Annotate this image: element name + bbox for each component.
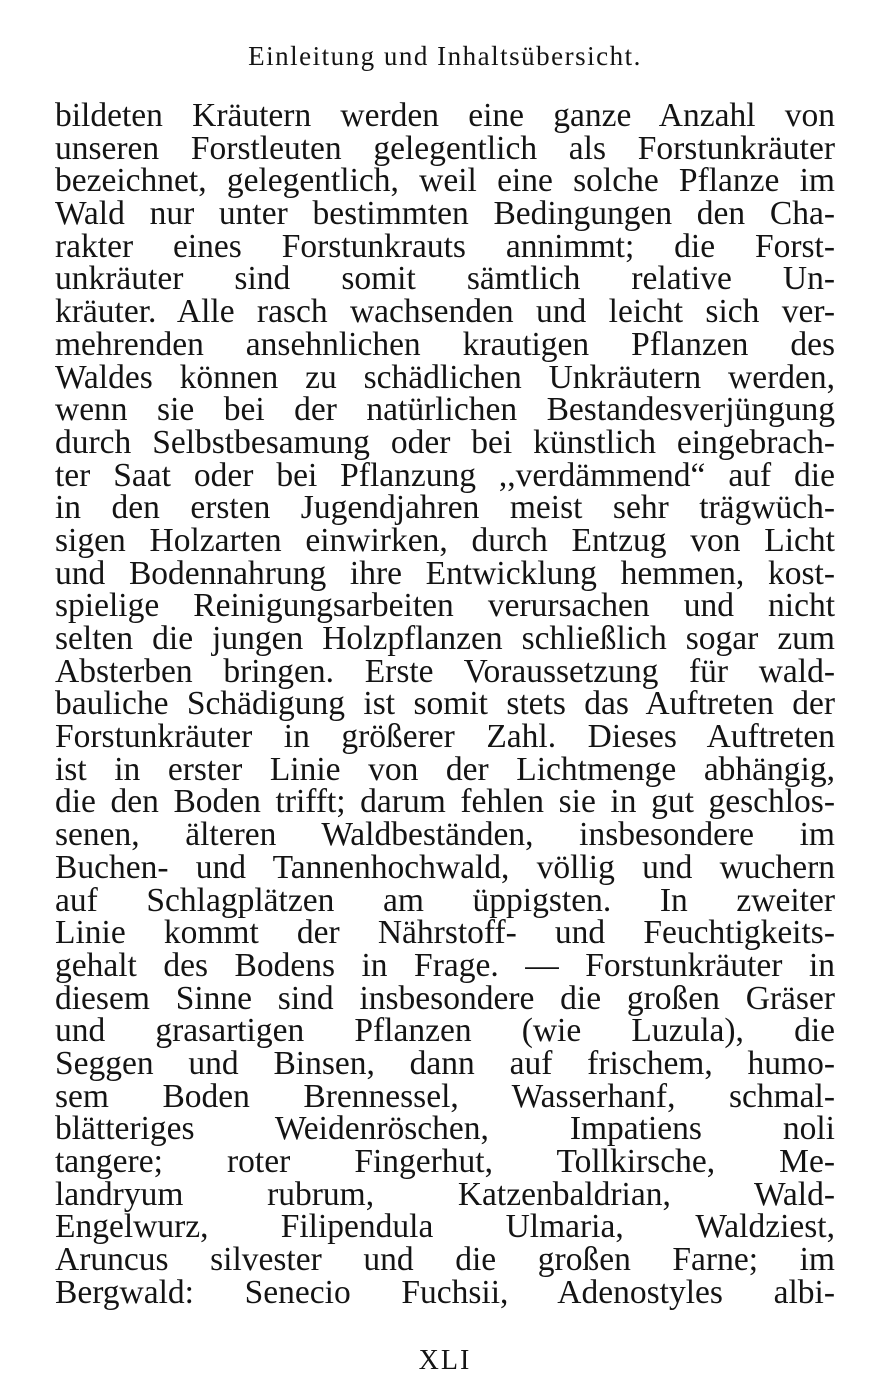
running-head: Einleitung und Inhaltsübersicht. [248,41,642,71]
text-line: Bergwald: Senecio Fuchsii, Adenostyles albi- [55,1273,835,1311]
text-line: selten die jungen Holzpflanzen schließlich sogar zum [55,620,835,657]
text-line: sigen Holzarten einwirken, durch Entzug von Licht [55,521,835,559]
text-line: unseren Forstleuten gelegentlich als Forstunkräuter [55,129,835,167]
text-line: die den Boden trifft; darum fehlen sie in gut geschlos- [55,783,835,821]
text-line: senen, älteren Waldbeständen, insbesondere im [55,816,835,854]
text-line: durch Selbstbesamung oder bei künstlich eingebrach- [55,423,835,461]
text-line: unkräuter sind somit sämtlich relative Un- [55,260,835,298]
text-line: Buchen- und Tannenhochwald, völlig und wuchern [55,848,835,886]
text-line: bildeten Kräutern werden eine ganze Anzahl von [55,97,835,134]
text-line: Engelwurz, Filipendula Ulmaria, Waldziest, [55,1208,835,1246]
page-number: XLI [418,1345,472,1376]
text-line: wenn sie bei der natürlichen Bestandesverjüngung [55,391,835,429]
text-line: Waldes können zu schädlichen Unkräutern werden, [55,358,835,396]
text-line: landryum rubrum, Katzenbaldrian, Wald- [55,1175,835,1213]
text-line: Wald nur unter bestimmten Bedingungen den Cha- [55,195,835,233]
text-line: mehrenden ansehnlichen krautigen Pflanzen des [55,325,835,363]
text-line: ist in erster Linie von der Lichtmenge abhängig, [55,750,835,788]
text-line: Absterben bringen. Erste Voraussetzung für wald- [55,652,835,690]
text-line: diesem Sinne sind insbesondere die großen Gräser [55,979,835,1017]
text-line: und Bodennahrung ihre Entwicklung hemmen, kost- [55,554,835,592]
text-line: Forstunkräuter in größerer Zahl. Dieses Auftreten [55,718,835,756]
text-line: kräuter. Alle rasch wachsenden und leicht sich ver- [55,293,835,331]
text-line: Seggen und Binsen, dann auf frischem, humo- [55,1044,835,1082]
text-line: bezeichnet, gelegentlich, weil eine solche Pflanze im [55,162,835,200]
text-line: tangere; roter Fingerhut, Tollkirsche, Me- [55,1143,835,1180]
text-line: spielige Reinigungsarbeiten verursachen und nicht [55,587,835,625]
text-line: in den ersten Jugendjahren meist sehr trägwüch- [55,489,835,527]
text-line: gehalt des Bodens in Frage. — Forstunkräuter in [55,946,835,984]
text-line: Aruncus silvester und die großen Farne; im [55,1241,835,1279]
text-line: sem Boden Brennessel, Wasserhanf, schmal- [55,1077,835,1115]
text-line: ter Saat oder bei Pflanzung ,,verdämmend“ auf die [55,456,835,494]
body-text [55,97,835,1311]
text-line: rakter eines Forstunkrauts annimmt; die Forst- [55,227,835,265]
text-line: bauliche Schädigung ist somit stets das Auftreten der [55,685,835,723]
text-line: Linie kommt der Nährstoff- und Feuchtigkeits- [55,914,835,952]
text-line: auf Schlagplätzen am üppigsten. In zweiter [55,881,835,919]
text-line: blätteriges Weidenröschen, Impatiens noli [55,1110,835,1148]
text-line: und grasartigen Pflanzen (wie Luzula), die [55,1012,835,1050]
